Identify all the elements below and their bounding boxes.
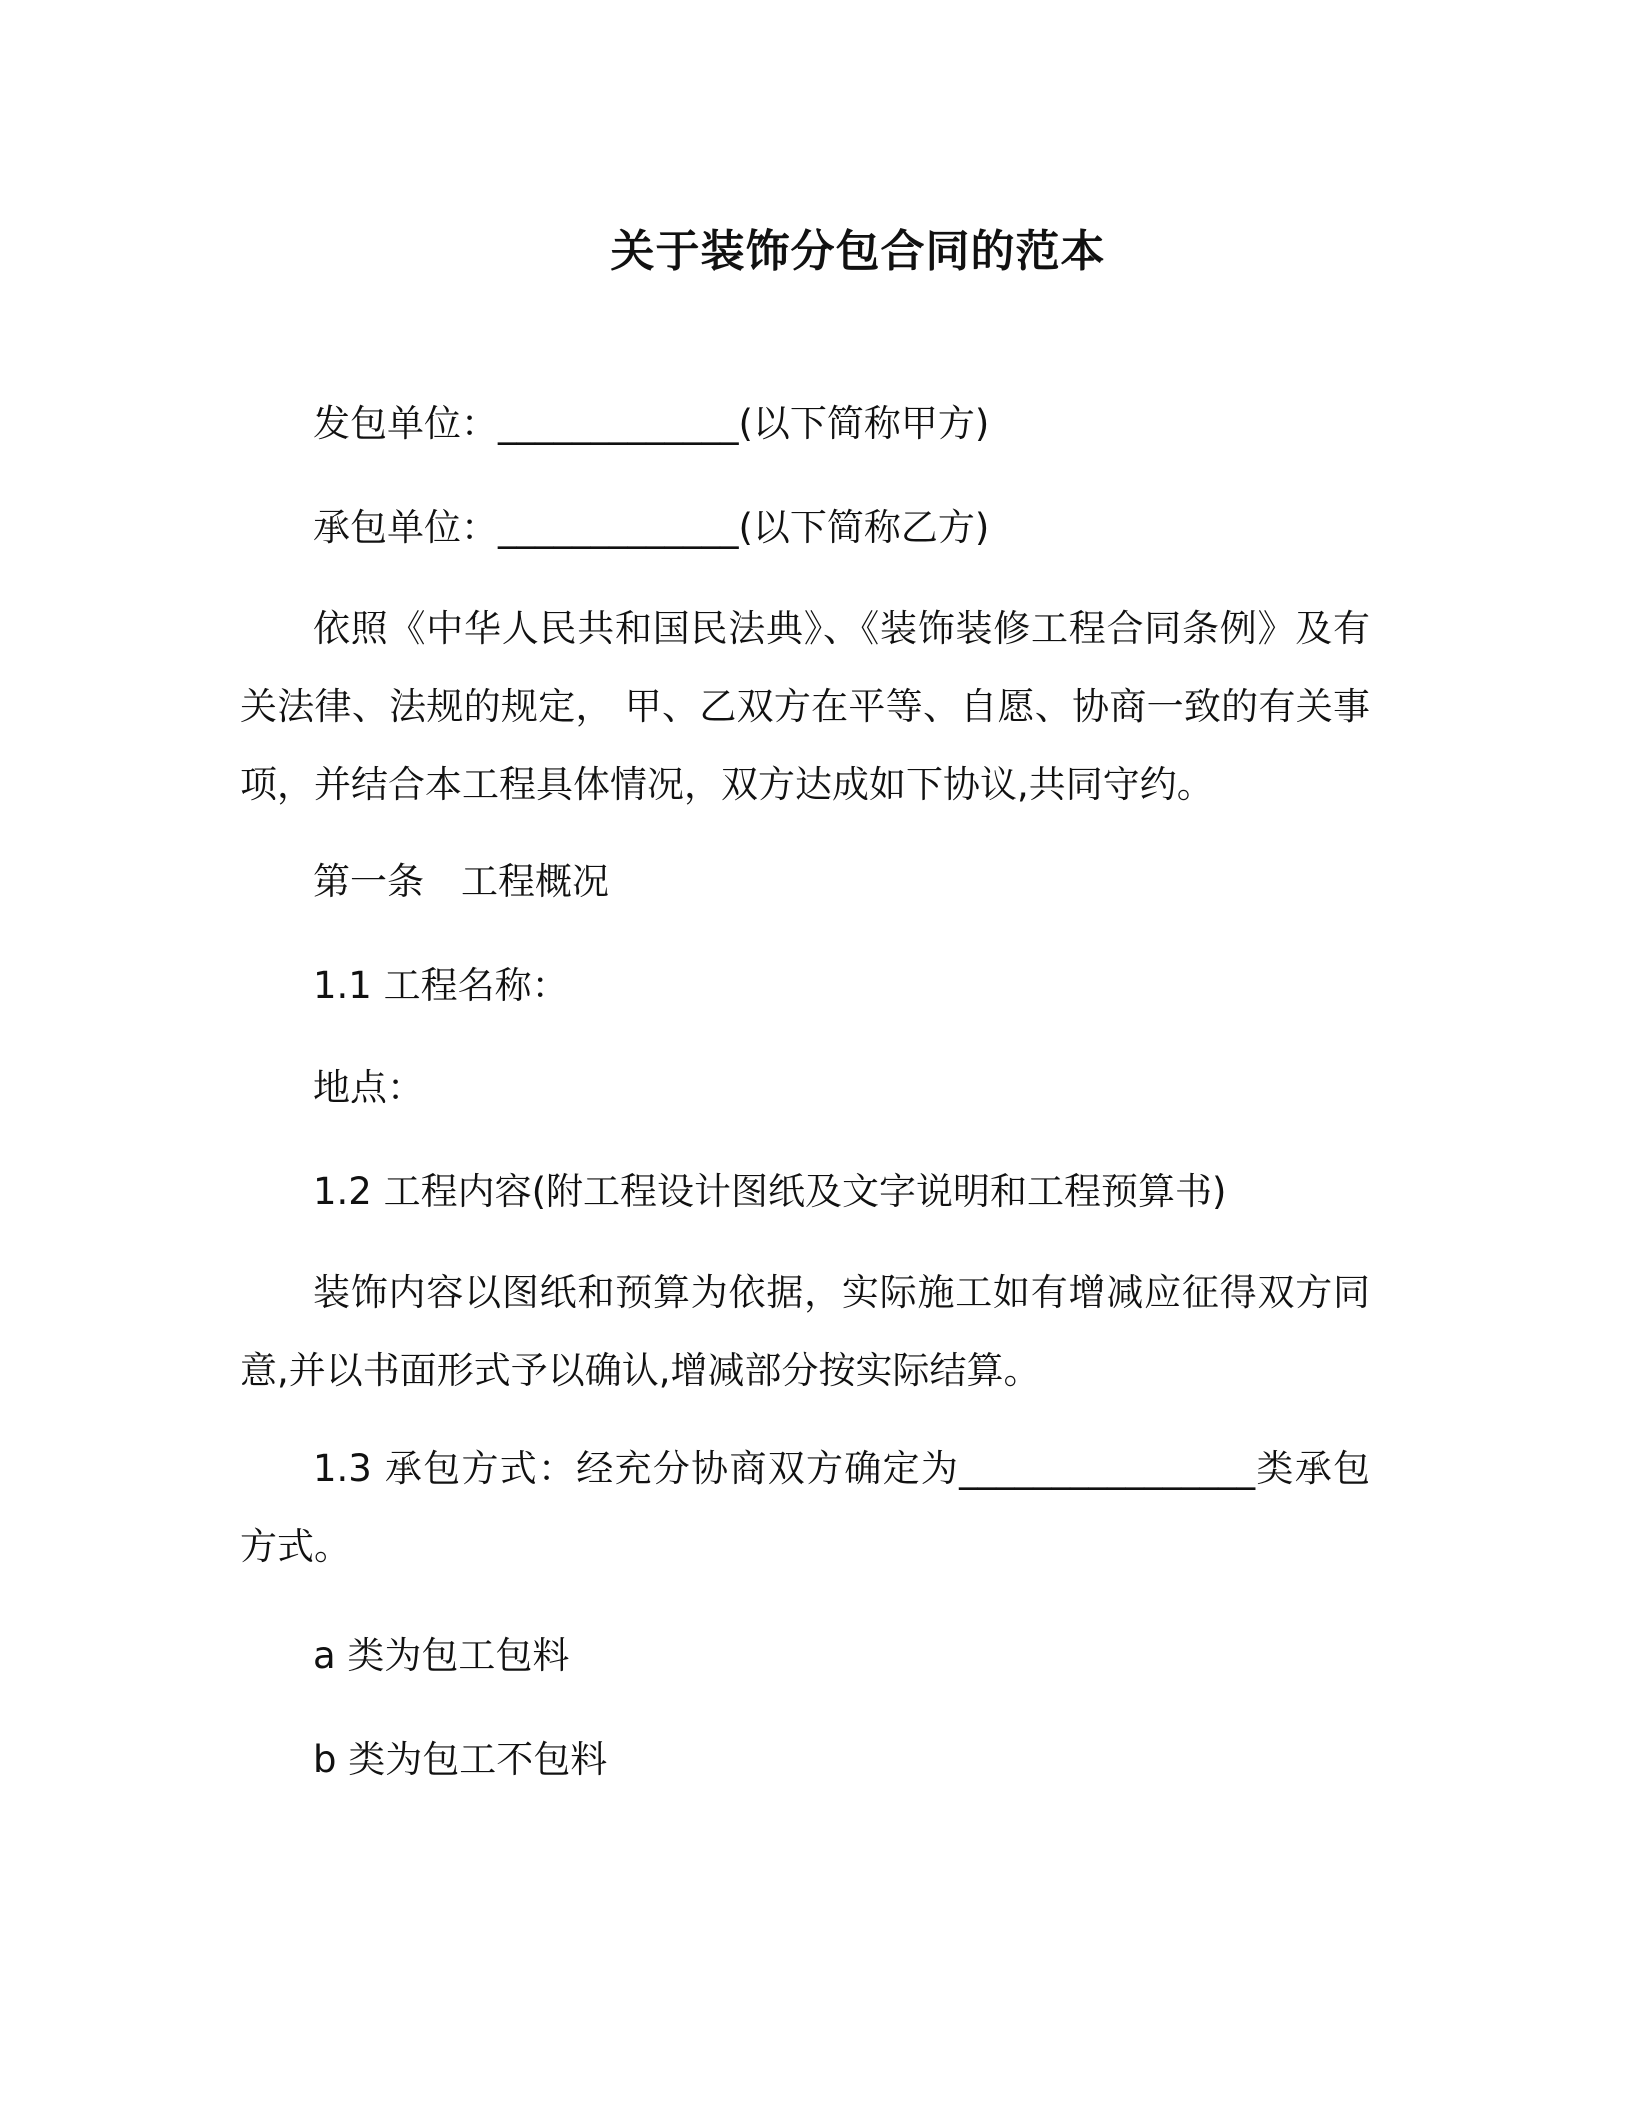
decoration-content-paragraph: 装饰内容以图纸和预算为依据，实际施工如有增减应征得双方同意,并以书面形式予以确认,增减部分按实际结算。 bbox=[240, 1271, 1370, 1392]
item-1-3-contract-method: 1.3 承包方式：经充分协商双方确定为________________类承包方式。 bbox=[240, 1447, 1370, 1568]
type-b-line: b 类为包工不包料 bbox=[313, 1738, 608, 1781]
type-a-line: a 类为包工包料 bbox=[313, 1634, 570, 1677]
party-a-line: 发包单位：_____________(以下简称甲方) bbox=[313, 402, 990, 445]
location-line: 地点： bbox=[313, 1066, 424, 1109]
party-b-line: 承包单位：_____________(以下简称乙方) bbox=[313, 506, 990, 549]
preamble-paragraph: 依照《中华人民共和国民法典》、《装饰装修工程合同条例》及有关法律、法规的规定， 甲、乙双方在平等、自愿、协商一致的有关事项，并结合本工程具体情况，双方达成如下协议,共同守约。 bbox=[240, 607, 1370, 806]
document-title: 关于装饰分包合同的范本 bbox=[610, 226, 1106, 277]
item-1-1-project-name: 1.1 工程名称： bbox=[313, 964, 569, 1007]
article-1-heading: 第一条 工程概况 bbox=[313, 860, 609, 903]
item-1-2-project-content: 1.2 工程内容(附工程设计图纸及文字说明和工程预算书) bbox=[313, 1170, 1227, 1213]
